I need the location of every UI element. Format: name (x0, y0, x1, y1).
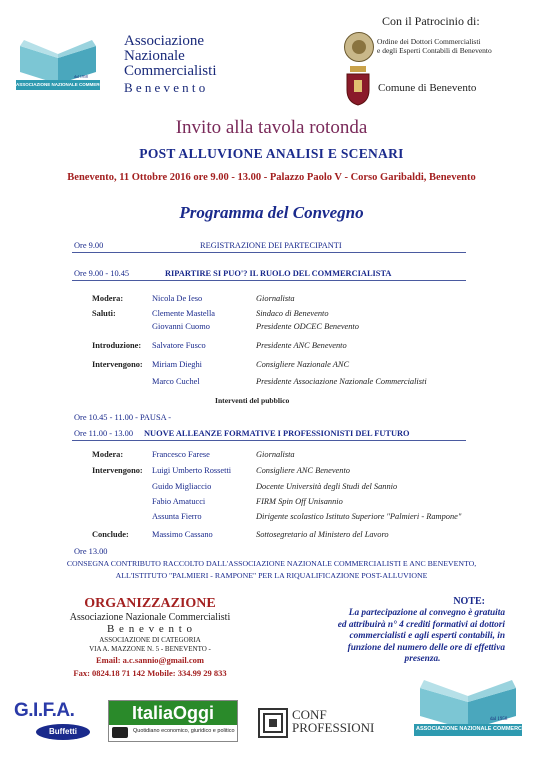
anc-logo-bottom (412, 672, 541, 744)
note-line: presenza. (404, 654, 441, 664)
consegna-line-1: CONSEGNA CONTRIBUTO RACCOLTO DALL'ASSOCIAZIONE NAZIONALE COMMERCIALISTI E ANC BENEVENTO, (66, 559, 477, 568)
confprofessioni-logo (258, 708, 386, 742)
interventi-pubblico: Interventi del pubblico (215, 396, 290, 405)
programma-heading: Programma del Convegno (179, 203, 364, 222)
organizzazione-block (40, 596, 260, 680)
italiaoggi-sub: Quotidiano economico, giuridico e politico (133, 728, 235, 734)
s1-role: Introduzione: (92, 341, 142, 350)
note-line: La partecipazione al convegno è gratuita (348, 608, 505, 618)
s2-name: Luigi Umberto Rossetti (152, 466, 232, 475)
org-title: ORGANIZZAZIONE (84, 596, 216, 611)
anc-logo (14, 32, 244, 104)
s2-title: Dirigente scolastico Istituto Superiore "Palmieri - Rampone" (256, 512, 462, 521)
s1-role: Saluti: (92, 309, 116, 318)
gifa-text: G.I.F.A. (14, 700, 75, 721)
s1-name: Clemente Mastella (152, 309, 216, 318)
logo-line-2: Nazionale (124, 48, 185, 64)
invito-heading: Invito alla tavola rotonda (175, 117, 368, 138)
logo-band-text: ASSOCIAZIONE NAZIONALE COMMERCIALISTI (16, 82, 119, 87)
s2-role: Modera: (92, 450, 124, 459)
confprofessioni-mark-icon (258, 708, 288, 738)
divider (72, 252, 466, 253)
org-line-2: B e n e v e n t o (106, 623, 194, 635)
session-1-title: RIPARTIRE SI PUO'? IL RUOLO DEL COMMERCIALISTA (165, 269, 392, 278)
italiaoggi-text: ItaliaOggi (109, 701, 237, 725)
event-title: POST ALLUVIONE ANALISI E SCENARI (139, 146, 404, 161)
divider (72, 440, 466, 441)
s2-title: Docente Università degli Studi del Sannio (256, 482, 398, 491)
s2-role: Intervengono: (92, 466, 143, 475)
registrazione: REGISTRAZIONE DEI PARTECIPANTI (200, 241, 342, 250)
org-email[interactable]: Email: a.c.sannio@gmail.com (95, 655, 204, 665)
s1-title: Consigliere Nazionale ANC (256, 360, 350, 369)
logo-line-1: Associazione (124, 33, 204, 49)
note-block (300, 596, 505, 666)
org-line-4: VIA A. MAZZONE N. 5 - BENEVENTO - (89, 645, 211, 653)
logo-band-text: ASSOCIAZIONE NAZIONALE COMMERCIALISTI (416, 726, 541, 732)
s1-name: Giovanni Cuomo (152, 322, 210, 331)
note-line: ed attribuirà n° 4 crediti formativi ai dottori (337, 619, 505, 630)
comune-label: Comune di Benevento (378, 82, 477, 94)
s1-title: Giornalista (256, 294, 295, 303)
s2-name: Assunta Fierro (152, 512, 202, 521)
logo-line-4: Benevento (124, 80, 209, 95)
org-line-3: ASSOCIAZIONE DI CATEGORIA (99, 636, 201, 644)
org-line-1: Associazione Nazionale Commercialisti (69, 612, 231, 623)
divider (72, 280, 466, 281)
s1-role: Intervengono: (92, 360, 143, 369)
italiaoggi-logo (108, 700, 238, 742)
s2-role: Conclude: (92, 530, 129, 539)
s2-name: Massimo Cassano (152, 530, 213, 539)
ore-1300: Ore 13.00 (74, 547, 108, 556)
org-contacts: Fax: 0824.18 71 142 Mobile: 334.99 29 833 (73, 668, 227, 678)
note-line: commercialisti e agli esperti contabili, in (349, 631, 505, 641)
s1-title: Sindaco di Benevento (256, 309, 329, 318)
s2-name: Guido Migliaccio (152, 482, 212, 491)
conf-text: CONF (292, 707, 327, 722)
s1-name: Marco Cuchel (152, 377, 200, 386)
s2-name: Fabio Amatucci (152, 497, 206, 506)
pausa: Ore 10.45 - 11.00 - PAUSA - (74, 413, 172, 422)
s2-title: Consigliere ANC Benevento (256, 466, 350, 475)
s2-title: Giornalista (256, 450, 295, 459)
note-title: NOTE: (453, 596, 485, 607)
patrocinio-title: Con il Patrocinio di: (382, 14, 480, 28)
s1-name: Miriam Dieghi (152, 360, 203, 369)
open-book-icon (14, 32, 119, 98)
italiaoggi-badge-icon (112, 727, 128, 738)
ordine-seal-icon (344, 32, 374, 62)
consegna-line-2: ALL'ISTITUTO "PALMIERI - RAMPONE" PER LA RIQUALIFICAZIONE POST-ALLUVIONE (115, 571, 428, 580)
ore-1100-1300: Ore 11.00 - 13.00 (74, 429, 134, 438)
ordine-line-1: Ordine dei Dottori Commercialisti (377, 37, 481, 46)
ore-900: Ore 9.00 (74, 241, 104, 250)
s2-title: Sottosegretario al Ministero del Lavoro (256, 530, 389, 539)
s2-name: Francesco Farese (152, 450, 210, 459)
ordine-line-2: e degli Esperti Contabili di Benevento (377, 46, 492, 55)
note-line: funzione del numero delle ore di effettiva (347, 642, 505, 653)
s1-name: Nicola De Ieso (152, 294, 203, 303)
s1-title: Presidente ANC Benevento (256, 341, 347, 350)
s1-name: Salvatore Fusco (152, 341, 206, 350)
open-book-icon (412, 672, 541, 744)
gifa-logo (14, 700, 94, 746)
ore-900-1045: Ore 9.00 - 10.45 (74, 269, 130, 278)
s1-title: Presidente ODCEC Benevento (256, 322, 359, 331)
session-2-title: NUOVE ALLEANZE FORMATIVE I PROFESSIONISTI DEL FUTURO (144, 429, 410, 438)
professioni-text: PROFESSIONI (292, 720, 375, 735)
logo-since: dal 1958 (490, 717, 508, 722)
logo-line-3: Commercialisti (124, 63, 217, 79)
s1-role: Modera: (92, 294, 124, 303)
s2-title: FIRM Spin Off Unisannio (256, 497, 343, 506)
logo-since: dal 1958 (74, 74, 88, 79)
buffetti-badge: Buffetti (36, 724, 90, 740)
s1-title: Presidente Associazione Nazionale Commercialisti (256, 377, 427, 386)
comune-crest-icon (344, 66, 372, 106)
date-line: Benevento, 11 Ottobre 2016 ore 9.00 - 13.00 - Palazzo Paolo V - Corso Garibaldi, Benevento (67, 172, 476, 183)
